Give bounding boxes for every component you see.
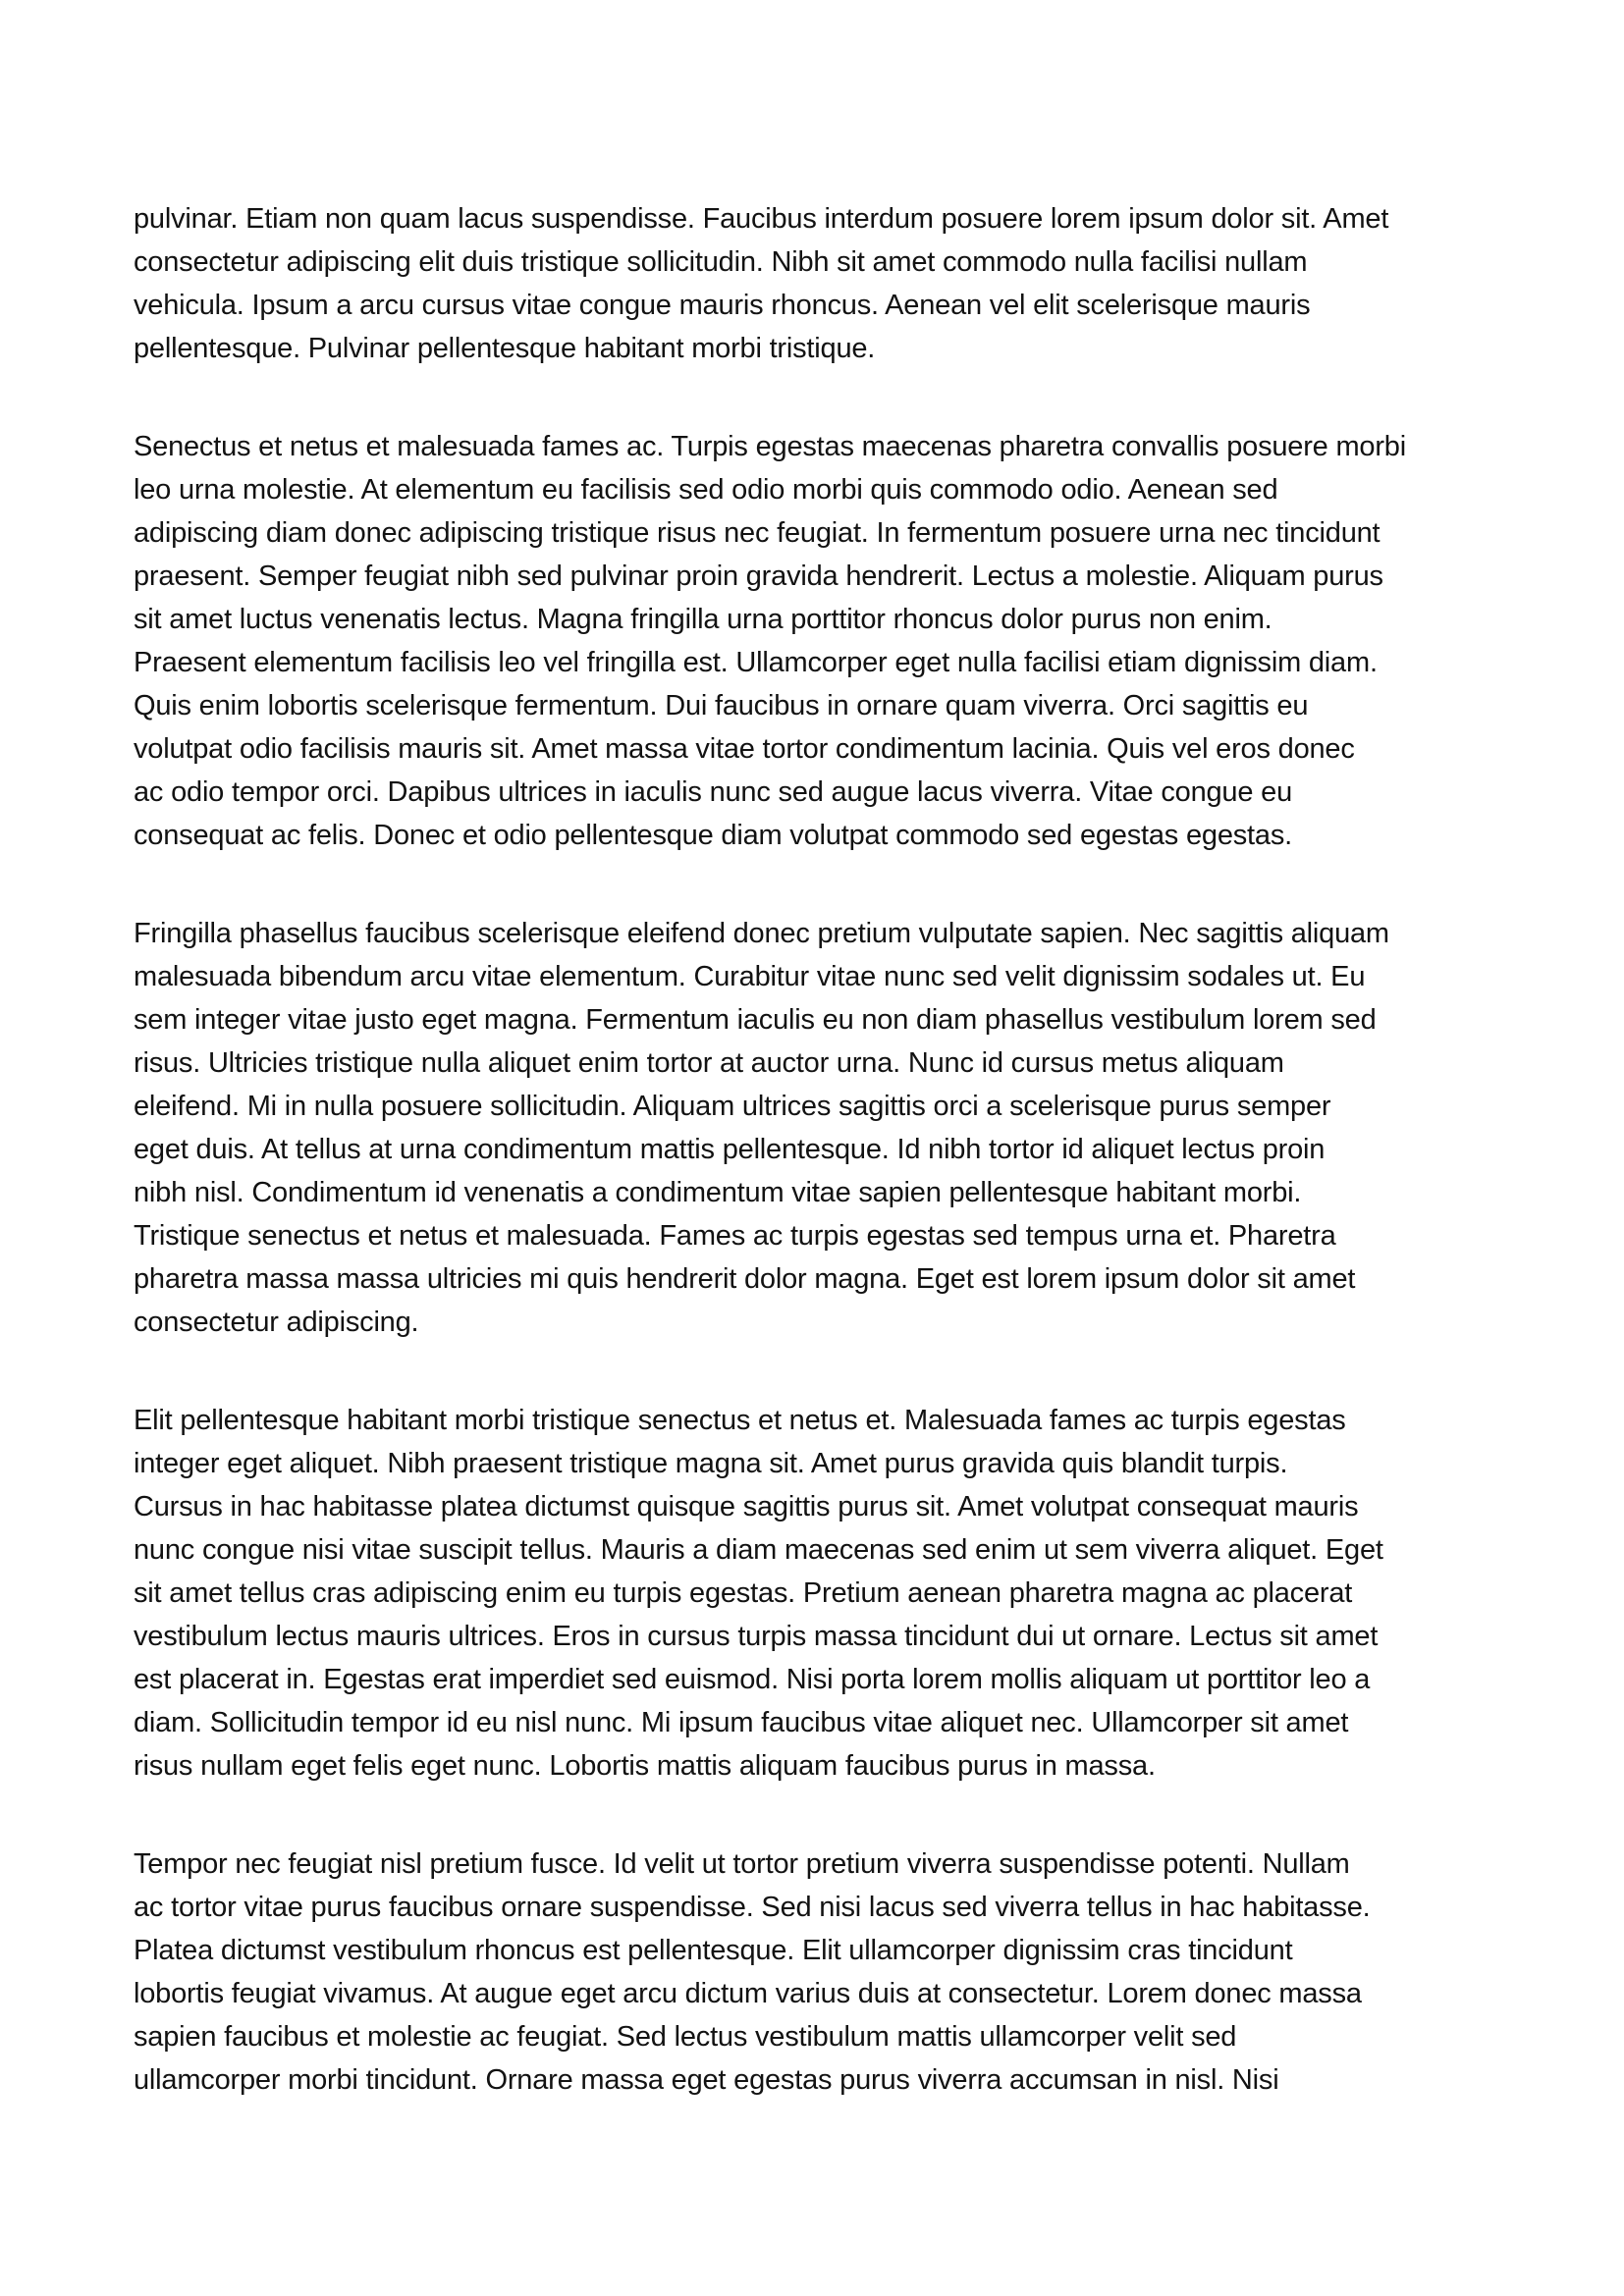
paragraph — [134, 197, 1490, 370]
text-line: integer eget aliquet. Nibh praesent tristique magna sit. Amet purus gravida quis blandit turpis. — [134, 1448, 1288, 1479]
text-line: vehicula. Ipsum a arcu cursus vitae congue mauris rhoncus. Aenean vel elit scelerisque mauris — [134, 290, 1311, 321]
text-line: volutpat odio facilisis mauris sit. Amet massa vitae tortor condimentum lacinia. Quis vel eros donec — [134, 733, 1355, 765]
text-line: nunc congue nisi vitae suscipit tellus. Mauris a diam maecenas sed enim ut sem viverra aliquet. Eget — [134, 1534, 1383, 1566]
paragraph — [134, 1399, 1490, 1788]
text-line: leo urna molestie. At elementum eu facilisis sed odio morbi quis commodo odio. Aenean sed — [134, 474, 1278, 506]
text-line: risus. Ultricies tristique nulla aliquet enim tortor at auctor urna. Nunc id cursus metus aliquam — [134, 1047, 1284, 1079]
text-line: consectetur adipiscing elit duis tristique sollicitudin. Nibh sit amet commodo nulla facilisi nullam — [134, 246, 1308, 278]
text-line: Elit pellentesque habitant morbi tristique senectus et netus et. Malesuada fames ac turpis egestas — [134, 1405, 1346, 1436]
paragraph — [134, 425, 1490, 857]
document-body — [134, 197, 1490, 2102]
paragraph — [134, 912, 1490, 1344]
text-line: Tempor nec feugiat nisl pretium fusce. Id velit ut tortor pretium viverra suspendisse potenti. Nullam — [134, 1848, 1350, 1880]
text-line: est placerat in. Egestas erat imperdiet sed euismod. Nisi porta lorem mollis aliquam ut porttitor leo a — [134, 1664, 1371, 1695]
text-line: Quis enim lobortis scelerisque fermentum. Dui faucibus in ornare quam viverra. Orci sagittis eu — [134, 690, 1309, 721]
text-line: sit amet tellus cras adipiscing enim eu turpis egestas. Pretium aenean pharetra magna ac placerat — [134, 1577, 1353, 1609]
text-line: vestibulum lectus mauris ultrices. Eros in cursus turpis massa tincidunt dui ut ornare. Lectus sit amet — [134, 1621, 1379, 1652]
text-line: Cursus in hac habitasse platea dictumst quisque sagittis purus sit. Amet volutpat consequat mauris — [134, 1491, 1359, 1522]
text-line: nibh nisl. Condimentum id venenatis a condimentum vitae sapien pellentesque habitant morbi. — [134, 1177, 1302, 1208]
text-line: eleifend. Mi in nulla posuere sollicitudin. Aliquam ultrices sagittis orci a scelerisque purus semper — [134, 1091, 1331, 1122]
text-line: ullamcorper morbi tincidunt. Ornare massa eget egestas purus viverra accumsan in nisl. Nisi — [134, 2064, 1279, 2096]
text-line: sem integer vitae justo eget magna. Fermentum iaculis eu non diam phasellus vestibulum lorem sed — [134, 1004, 1377, 1036]
text-line: ac odio tempor orci. Dapibus ultrices in iaculis nunc sed augue lacus viverra. Vitae congue eu — [134, 776, 1292, 808]
text-line: pulvinar. Etiam non quam lacus suspendisse. Faucibus interdum posuere lorem ipsum dolor sit. Amet — [134, 203, 1389, 235]
text-line: praesent. Semper feugiat nibh sed pulvinar proin gravida hendrerit. Lectus a molestie. Aliquam purus — [134, 561, 1383, 592]
text-line: malesuada bibendum arcu vitae elementum. Curabitur vitae nunc sed velit dignissim sodales ut. Eu — [134, 961, 1366, 992]
text-line: sapien faucibus et molestie ac feugiat. Sed lectus vestibulum mattis ullamcorper velit sed — [134, 2021, 1237, 2053]
text-line: Tristique senectus et netus et malesuada. Fames ac turpis egestas sed tempus urna et. Pharetra — [134, 1220, 1336, 1252]
text-line: pharetra massa massa ultricies mi quis hendrerit dolor magna. Eget est lorem ipsum dolor sit amet — [134, 1263, 1356, 1295]
text-line: diam. Sollicitudin tempor id eu nisl nunc. Mi ipsum faucibus vitae aliquet nec. Ullamcorper sit amet — [134, 1707, 1349, 1738]
text-line: Senectus et netus et malesuada fames ac. Turpis egestas maecenas pharetra convallis posuere morbi — [134, 431, 1406, 462]
text-line: consequat ac felis. Donec et odio pellentesque diam volutpat commodo sed egestas egestas. — [134, 820, 1292, 851]
text-line: lobortis feugiat vivamus. At augue eget arcu dictum varius duis at consectetur. Lorem donec massa — [134, 1978, 1362, 2009]
text-line: ac tortor vitae purus faucibus ornare suspendisse. Sed nisi lacus sed viverra tellus in hac habitasse. — [134, 1892, 1371, 1923]
text-line: Platea dictumst vestibulum rhoncus est pellentesque. Elit ullamcorper dignissim cras tincidunt — [134, 1935, 1293, 1966]
text-line: Praesent elementum facilisis leo vel fringilla est. Ullamcorper eget nulla facilisi etiam dignissim diam. — [134, 647, 1378, 678]
text-line: Fringilla phasellus faucibus scelerisque eleifend donec pretium vulputate sapien. Nec sagittis aliquam — [134, 918, 1389, 949]
paragraph — [134, 1842, 1490, 2102]
text-line: consectetur adipiscing. — [134, 1307, 419, 1338]
text-line: eget duis. At tellus at urna condimentum mattis pellentesque. Id nibh tortor id aliquet lectus proin — [134, 1134, 1326, 1165]
text-line: pellentesque. Pulvinar pellentesque habitant morbi tristique. — [134, 333, 876, 364]
text-line: risus nullam eget felis eget nunc. Lobortis mattis aliquam faucibus purus in massa. — [134, 1750, 1156, 1782]
text-line: sit amet luctus venenatis lectus. Magna fringilla urna porttitor rhoncus dolor purus non enim. — [134, 604, 1272, 635]
text-line: adipiscing diam donec adipiscing tristique risus nec feugiat. In fermentum posuere urna nec tincidunt — [134, 517, 1380, 549]
